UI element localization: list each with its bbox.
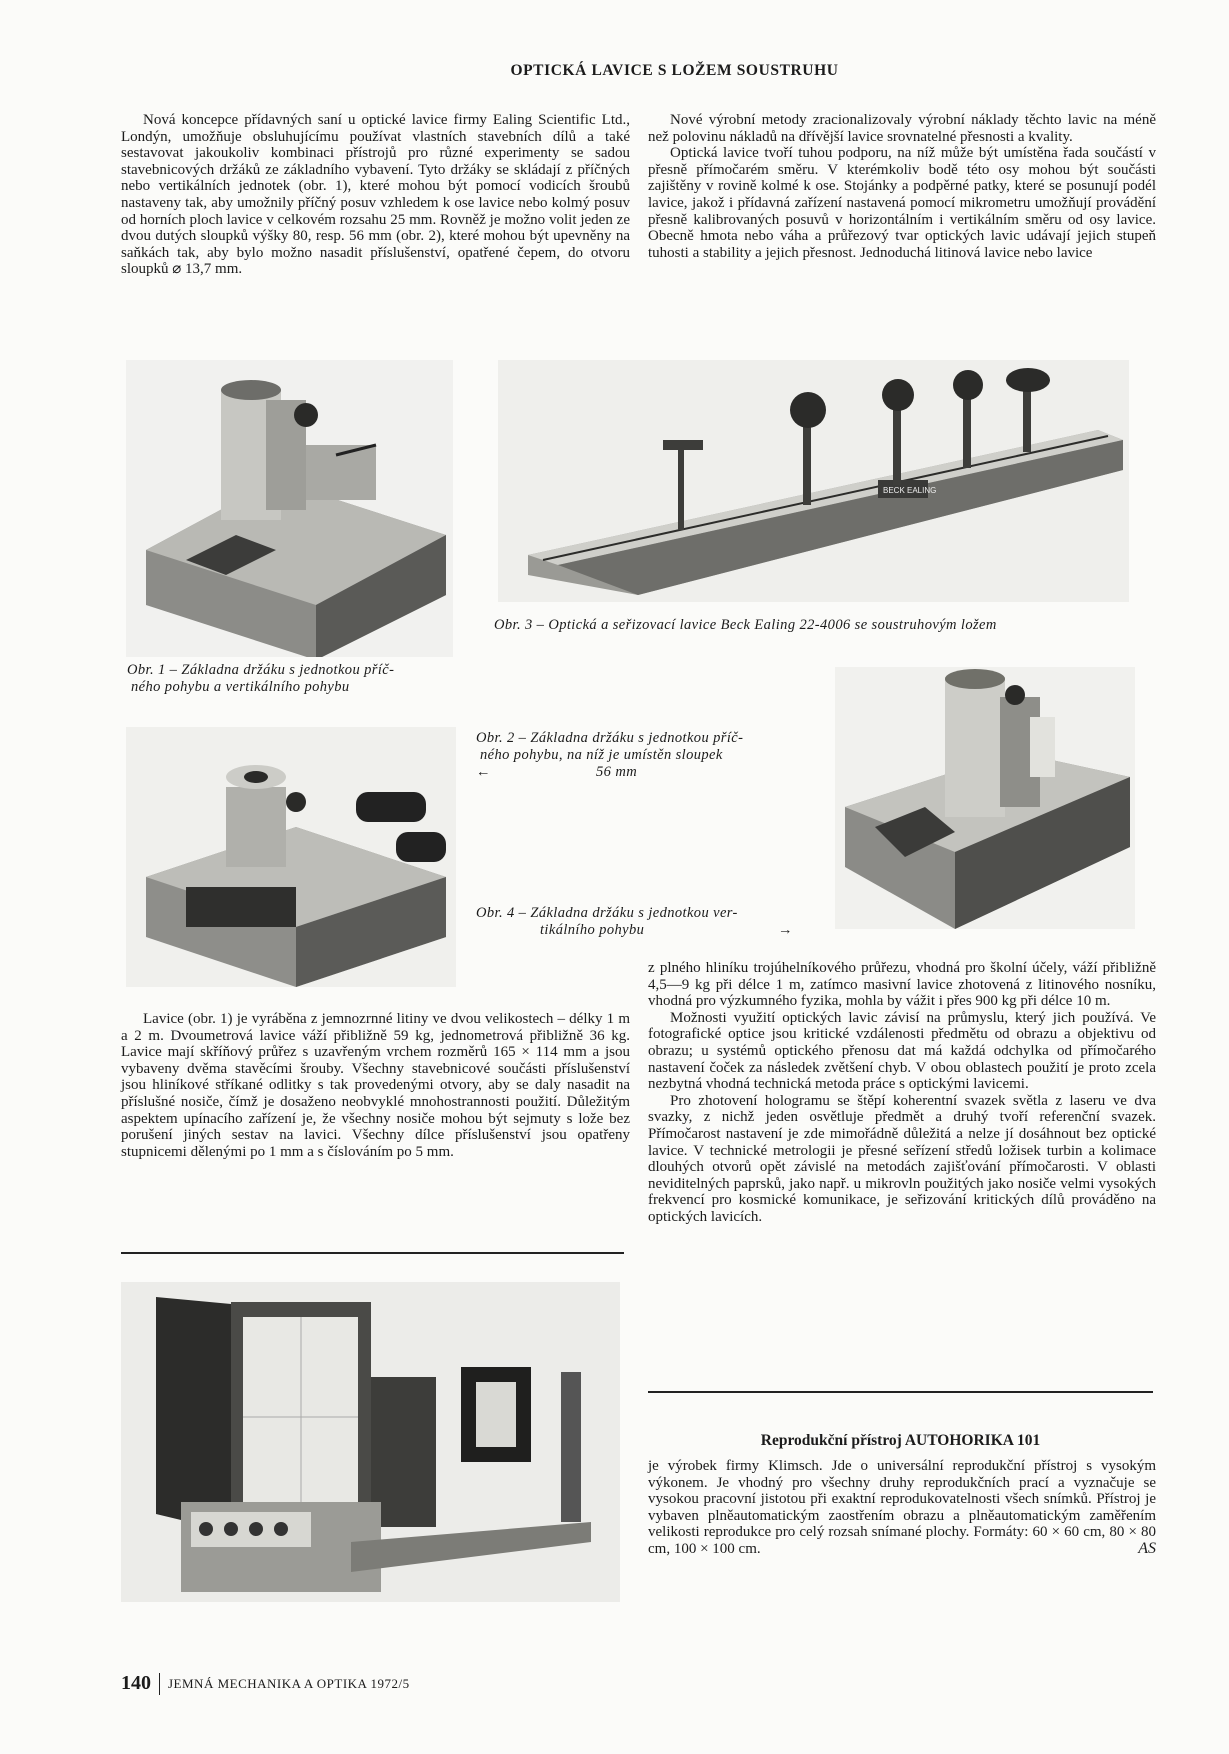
figure-4-photo: [835, 667, 1135, 929]
figure-2-caption: [476, 730, 816, 781]
paragraph: je výrobek firmy Klimsch. Jde o universální reprodukční přístroj s vysokým výkonem. Je vhodný pro všechny druhy reprodukčních prací a vyznačuje se vysokou pracovní jistotou při exaktní reprodukovatelnosti všech snímků. Přístroj je vybaven plněautomatickým zaostřením obrazu a plněautomatickým zaměřením velikosti reprodukce pro celý rozsah snímané plochy. Formáty: 60 × 60 cm, 80 × 80 cm, 100 × 100 cm.: [648, 1458, 1156, 1557]
caption-text: 56 mm: [596, 764, 638, 780]
figure-3-photo: [498, 360, 1129, 602]
bench-label: BECK EALING: [883, 486, 937, 495]
holder-base-vertical-illustration: [835, 667, 1135, 929]
paragraph: Optická lavice tvoří tuhou podporu, na níž může být umístěna řada součástí v přesně přímočarém směru. V kterémkoliv bodě této osy mohou být součásti zajištěny v rovině kolmé k ose. Stojánky a podpěrné patky, které se posunují podél lavice, jakož i přídavná zařízení nastavená pomocí mikrometru umožňují provádění přesně kalibrovaných posuvů v horizontálním i vertikálním směru od osy lavice. Obecně hmota nebo váha a průřezový tvar optických lavic udávají jejich stupeň tuhosti a stability a jejich přesnost. Jednoduchá litinová lavice nebo lavice: [648, 145, 1156, 261]
separator-rule: [121, 1252, 624, 1254]
page-footer: [121, 1672, 410, 1695]
caption-line: Obr. 4 – Základna držáku s jednotkou ver-: [476, 905, 738, 921]
article-title: OPTICKÁ LAVICE S LOŽEM SOUSTRUHU: [510, 62, 839, 79]
text-column-left-bottom: [121, 1011, 630, 1160]
caption-line: ného pohybu a vertikálního pohybu: [131, 679, 350, 695]
text-column-right-top: [648, 112, 1156, 261]
paragraph: Lavice (obr. 1) je vyráběna z jemnozrnné litiny ve dvou velikostech – délky 1 m a 2 m. Dvoumetrová lavice váží přibližně 59 kg, jednometrová přibližně 36 kg. Lavice mají skříňový průřez s uzavřeným vrchem rozměrů 165 × 114 mm a jsou vybaveny dvěma stavěcími šrouby. Všechny stavebnicové součásti příslušenství jsou hliníkové stříkané odlitky s tak provedenými otvory, aby se daly nasadit na příslušné nosiče, čímž je dosaženo neobvyklé mnohostrannosti použití. Důležitým aspektem upínacího zařízení je, že všechny nosiče mohou být sejmuty s lože bez porušení jiných sestav na lavici. Všechny dílce příslušenství jsou opatřeny stupnicemi dělenými po 1 mm a s číslováním po 5 mm.: [121, 1011, 630, 1160]
text-column-left-top: [121, 112, 630, 278]
arrow-right-icon: →: [778, 922, 793, 938]
caption-line: Obr. 1 – Základna držáku s jednotkou příč-: [127, 662, 395, 678]
paragraph: Nové výrobní metody zracionalizovaly výrobní náklady těchto lavic na méně než polovinu nákladů na dřívější lavice srovnatelné přesnosti a kvality.: [648, 112, 1156, 145]
caption-text: tikálního pohybu: [540, 922, 645, 938]
optical-bench-illustration: [498, 360, 1129, 602]
figure-2-photo: [126, 727, 456, 987]
paragraph: Nová koncepce přídavných saní u optické lavice firmy Ealing Scientific Ltd., Londýn, umožňuje obsluhujícímu používat vlastních stavebních dílů a také sestavovat jakoukoliv kombinaci přístrojů pro různé experimenty se sadou stavebnicových držáků ze základního vybavení. Tyto držáky se skládají z příčných nebo vertikálních jednotek (obr. 1), které mohou být pomocí vodicích šroubů nastaveny tak, aby umožnily příčný posuv vzhledem k ose lavice nebo kolmý posuv od horních ploch lavice v celkovém rozsahu 25 mm. Rovněž je možno volit jeden ze dvou dutých sloupků výšky 80, resp. 56 mm (obr. 2), které mohou být upevněny na saňkách tak, aby bylo možno nasadit příslušenství, opatřené čepem, do otvoru sloupků ⌀ 13,7 mm.: [121, 112, 630, 278]
holder-base-illustration: [126, 360, 453, 657]
footer-divider: [159, 1673, 160, 1695]
paragraph: Pro zhotovení hologramu se štěpí koherentní svazek světla z laseru ve dva svazky, z nichž jeden osvětluje předmět a druhý tvoří referenční svazek. Přímočarost nastavení je zde mimořádně důležitá a nelze jí dosáhnout bez optické lavice. V technické metrologii je přesné seřízení středů ložisek turbin a kolimace dlouhých otvorů opět závislé na metodách zajišťování přímočarosti. V oblasti neviditelných paprsků, jako např. u mikrovln použitých jako nosiče velmi vysokých frekvencí pro kosmické komunikace, je seřizování kritických dílů prováděno na optických lavicích.: [648, 1092, 1156, 1225]
autohorika-illustration: [121, 1282, 620, 1602]
paragraph: z plného hliníku trojúhelníkového průřezu, vhodná pro školní účely, váží přibližně 4,5—9 kg při délce 1 m, zatímco masivní lavice zhotovená z litinového nosníku, vhodná pro výzkumného fyzika, mohla by vážit i přes 900 kg při délce 10 m.: [648, 960, 1156, 1010]
figure-4-caption: [476, 905, 816, 939]
caption-line: [476, 922, 816, 939]
section-title: Reprodukční přístroj AUTOHORIKA 101: [760, 1432, 1041, 1449]
separator-rule: [648, 1391, 1153, 1393]
page-number: 140: [121, 1672, 151, 1694]
author-initials: AS: [1138, 1539, 1156, 1557]
reproduction-device-photo: [121, 1282, 620, 1602]
figure-1-photo: [126, 360, 453, 657]
figure-1-caption: [127, 662, 467, 696]
paragraph: Možnosti využití optických lavic závisí na průmyslu, který jich používá. Ve fotografické optice jsou kritické vzdálenosti předmětu od obrazu a objektivu od obrazu; u systémů optického přenosu dat má každá odchylka od přímočarého nastavení čoček za následek zvětšení chyb. V obou oblastech použití je proto zcela nezbytná vhodná technická metoda práce s optickými lavicemi.: [648, 1009, 1156, 1093]
text-column-section2: [648, 1458, 1156, 1557]
caption-line: Obr. 2 – Základna držáku s jednotkou příč-: [476, 730, 744, 746]
arrow-left-icon: ←: [476, 764, 491, 780]
journal-name: JEMNÁ MECHANIKA A OPTIKA 1972/5: [168, 1675, 410, 1691]
caption-line: [476, 764, 816, 781]
text-column-right-bottom: [648, 960, 1156, 1226]
caption-line: ného pohybu, na níž je umístěn sloupek: [480, 747, 723, 763]
figure-3-caption: Obr. 3 – Optická a seřizovací lavice Beck Ealing 22-4006 se soustruhovým ložem: [494, 617, 997, 633]
holder-base-column-illustration: [126, 727, 456, 987]
